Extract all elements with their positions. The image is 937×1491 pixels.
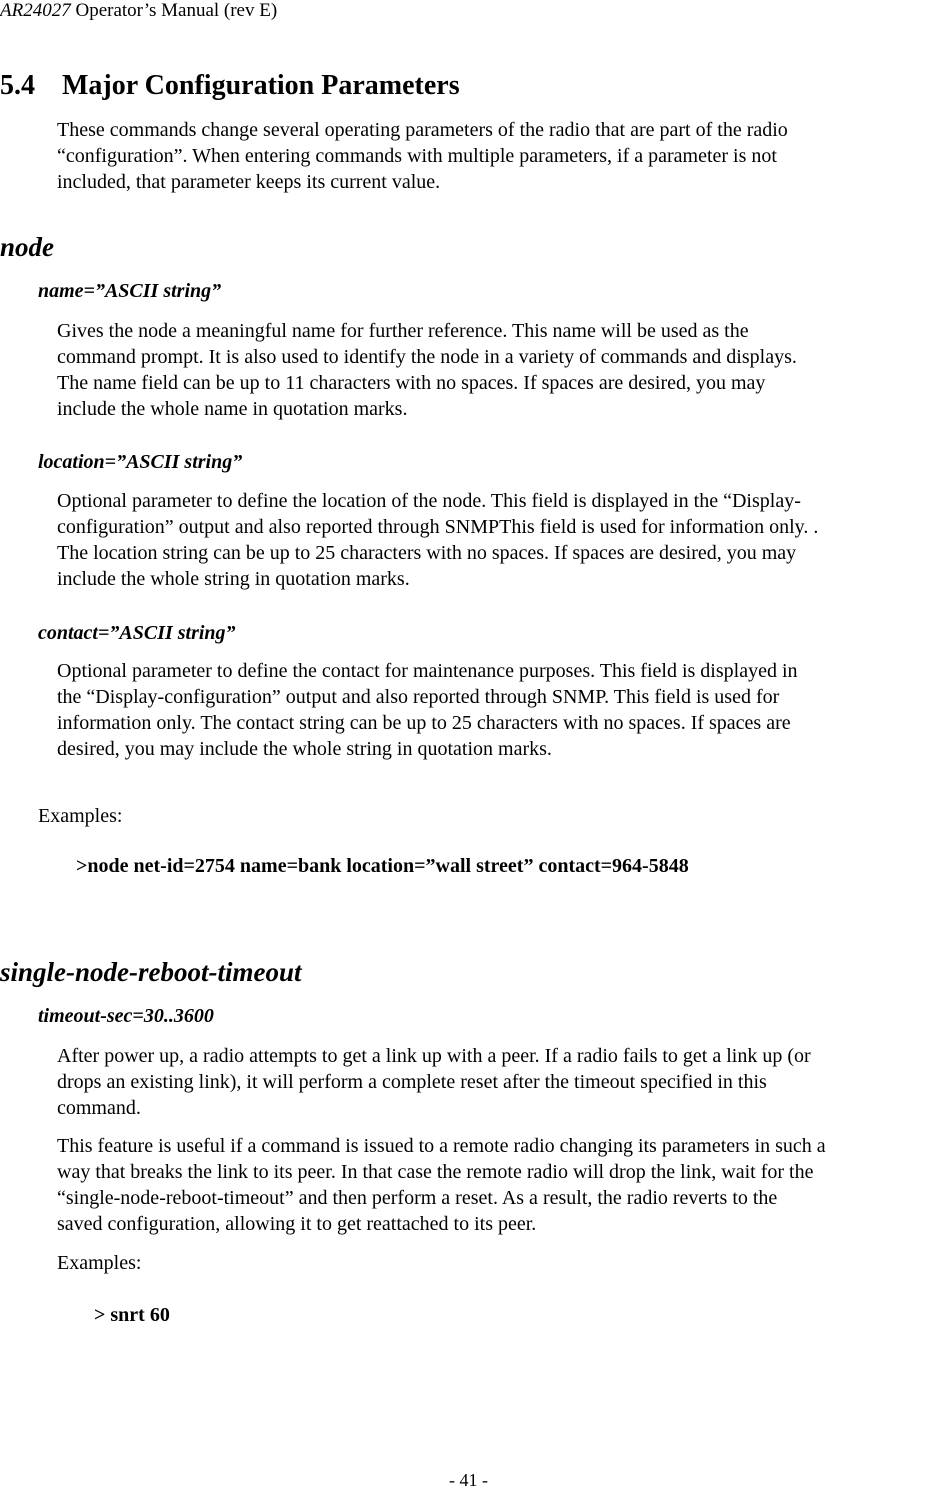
desc-line: “single-node-reboot-timeout” and then perform a reset. As a result, the radio reverts to the <box>57 1187 778 1209</box>
desc-line: The name field can be up to 11 characters with no spaces. If spaces are desired, you may <box>57 372 766 394</box>
examples-label: Examples: <box>57 1252 142 1274</box>
section-title: Major Configuration Parameters <box>62 70 460 101</box>
param-location: location=”ASCII string” <box>38 451 243 473</box>
param-description <box>57 658 937 762</box>
command-heading-snrt: single-node-reboot-timeout <box>0 957 302 987</box>
desc-line: way that breaks the link to its peer. In that case the remote radio will drop the link, wait for the <box>57 1161 814 1183</box>
param-description <box>57 318 937 422</box>
intro-line: These commands change several operating parameters of the radio that are part of the radio <box>57 119 788 141</box>
feature-description <box>57 1133 937 1237</box>
desc-line: saved configuration, allowing it to get reattached to its peer. <box>57 1213 537 1235</box>
desc-line: The location string can be up to 25 characters with no spaces. If spaces are desired, you may <box>57 542 797 564</box>
intro-line: “configuration”. When entering commands with multiple parameters, if a parameter is not <box>57 145 777 167</box>
desc-line: Optional parameter to define the location of the node. This field is displayed in the “Display- <box>57 490 801 512</box>
example-command: > snrt 60 <box>94 1304 170 1326</box>
desc-line: information only. The contact string can be up to 25 characters with no spaces. If spaces are <box>57 712 791 734</box>
command-heading-node: node <box>0 232 54 262</box>
example-command: >node net-id=2754 name=bank location=”wall street” contact=964-5848 <box>76 855 689 877</box>
param-contact: contact=”ASCII string” <box>38 622 236 644</box>
desc-line: After power up, a radio attempts to get a link up with a peer. If a radio fails to get a link up (or <box>57 1045 811 1067</box>
intro-line: included, that parameter keeps its current value. <box>57 171 441 193</box>
section-number: 5.4 <box>0 70 35 101</box>
param-description <box>57 1043 937 1121</box>
param-name: name=”ASCII string” <box>38 280 222 302</box>
running-header <box>0 0 277 22</box>
desc-line: drops an existing link), it will perform a complete reset after the timeout specified in this <box>57 1071 767 1093</box>
desc-line: the “Display-configuration” output and also reported through SNMP. This field is used for <box>57 686 780 708</box>
desc-line: desired, you may include the whole string in quotation marks. <box>57 738 552 760</box>
param-timeout-sec: timeout-sec=30..3600 <box>38 1005 214 1027</box>
param-description <box>57 488 937 592</box>
doc-title: AR24027 <box>0 0 71 21</box>
desc-line: include the whole string in quotation marks. <box>57 568 410 590</box>
page-number: - 41 - <box>449 1470 488 1490</box>
desc-line: command. <box>57 1097 141 1119</box>
examples-label: Examples: <box>38 805 123 827</box>
desc-line: command prompt. It is also used to identify the node in a variety of commands and displays. <box>57 346 797 368</box>
section-intro <box>57 117 937 195</box>
desc-line: This feature is useful if a command is issued to a remote radio changing its parameters in such a <box>57 1135 826 1157</box>
section-heading <box>0 70 460 102</box>
desc-line: include the whole name in quotation marks. <box>57 398 408 420</box>
desc-line: configuration” output and also reported through SNMPThis field is used for information only. . <box>57 516 819 538</box>
doc-subtitle: Operator’s Manual (rev E) <box>70 0 278 21</box>
desc-line: Gives the node a meaningful name for further reference. This name will be used as the <box>57 320 749 342</box>
desc-line: Optional parameter to define the contact for maintenance purposes. This field is displayed in <box>57 660 798 682</box>
